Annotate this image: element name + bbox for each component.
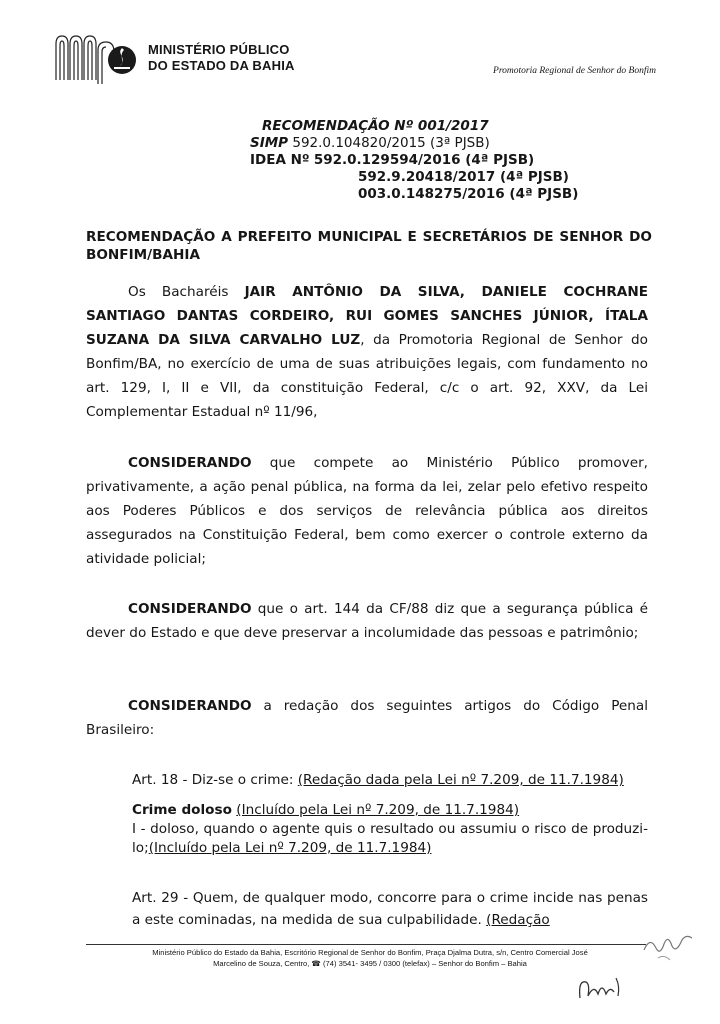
document-heading: RECOMENDAÇÃO A PREFEITO MUNICIPAL E SECRETÁRIOS DE SENHOR DO BONFIM/BAHIA [86, 229, 652, 263]
simp-value: 592.0.104820/2015 (3ª PJSB) [292, 135, 490, 151]
article-18 [132, 771, 648, 790]
considerando-2 [86, 597, 648, 645]
org-line-1: MINISTÉRIO PÚBLICO [148, 42, 290, 57]
art29-text: Art. 29 - Quem, de qualquer modo, concorre para o crime incide nas penas a este cominadas, na medida de sua culpabilidade. [132, 890, 648, 928]
considerando-label: CONSIDERANDO [128, 601, 252, 617]
footer-line-1: Ministério Público do Estado da Bahia, Escritório Regional de Senhor do Bonfim, Praça Djalma Dutra, s/n, Centro Comercial José [152, 948, 588, 957]
idea-value-2 [358, 169, 578, 186]
inciso-1 [132, 820, 648, 858]
idea-value-3 [358, 186, 578, 203]
inciso-1-text: I - doloso, quando o agente quis o resultado ou assumiu o risco de produzi-lo; [132, 821, 648, 856]
crime-doloso-label: Crime doloso [132, 802, 232, 818]
considerando-3 [86, 694, 648, 742]
considerando-text: a redação dos seguintes artigos do Código Penal Brasileiro: [86, 698, 648, 738]
recommendation-title: RECOMENDAÇÃO Nº 001/2017 [262, 118, 489, 134]
mp-logo-icon [52, 30, 142, 86]
crime-doloso-line [132, 801, 648, 820]
handwritten-initials-icon [640, 928, 696, 964]
intro-rest: , da Promotoria Regional de Senhor do Bonfim/BA, no exercício de uma de suas atribuições legais, com fundamento no art. 129, I, II e VII, da constituição Federal, c/c o art. 92, XXV, da Lei Complementar Estadual nº 11/96, [86, 332, 648, 420]
article-29 [132, 887, 648, 931]
art18-text: Art. 18 - Diz-se o crime: [132, 772, 298, 788]
art29-link[interactable]: (Redação [486, 912, 550, 928]
footer-address [90, 947, 650, 969]
considerando-1 [86, 451, 648, 571]
promotoria-label: Promotoria Regional de Senhor do Bonfim [493, 66, 656, 76]
simp-label: SIMP [250, 135, 289, 151]
simp-line [250, 135, 578, 152]
reference-block [250, 118, 578, 203]
considerando-label: CONSIDERANDO [128, 698, 252, 714]
organization-name [148, 42, 295, 74]
considerando-label: CONSIDERANDO [128, 455, 252, 471]
idea-line [250, 152, 578, 169]
inciso-1-link[interactable]: (Incluído pela Lei nº 7.209, de 11.7.1984) [148, 840, 432, 856]
prosecutor-names: JAIR ANTÔNIO DA SILVA, DANIELE COCHRANE SANTIAGO DANTAS CORDEIRO, RUI GOMES SANCHES JÚNIOR, ÍTALA SUZANA DA SILVA CARVALHO LUZ [86, 284, 648, 348]
footer-line-2: Marcelino de Souza, Centro, ☎ (74) 3541- 3495 / 0300 (telefax) – Senhor do Bonfim – Bahia [213, 959, 527, 968]
idea-value-1: 592.0.129594/2016 (4ª PJSB) [313, 152, 535, 168]
idea-value-3-text: 003.0.148275/2016 (4ª PJSB) [358, 186, 579, 202]
crime-doloso-link[interactable]: (Incluído pela Lei nº 7.209, de 11.7.1984) [236, 802, 520, 818]
org-line-2: DO ESTADO DA BAHIA [148, 58, 295, 73]
considerando-text: que o art. 144 da CF/88 diz que a segurança pública é dever do Estado e que deve preservar a incolumidade das pessoas e patrimônio; [86, 601, 648, 641]
intro-prefix: Os Bacharéis [128, 284, 245, 300]
considerando-text: que compete ao Ministério Público promover, privativamente, a ação penal pública, na forma da lei, zelar pelo efetivo respeito aos Poderes Públicos e dos serviços de relevância pública aos direitos assegurados na Constituição Federal, bem como exercer o controle externo da atividade policial; [86, 455, 648, 567]
idea-label: IDEA Nº [250, 152, 310, 168]
rubric-signature-icon [574, 970, 624, 1006]
footer-divider [86, 944, 646, 945]
art18-link[interactable]: (Redação dada pela Lei nº 7.209, de 11.7.1984) [297, 772, 624, 788]
intro-paragraph [86, 280, 648, 424]
idea-value-2-text: 592.9.20418/2017 (4ª PJSB) [358, 169, 569, 185]
